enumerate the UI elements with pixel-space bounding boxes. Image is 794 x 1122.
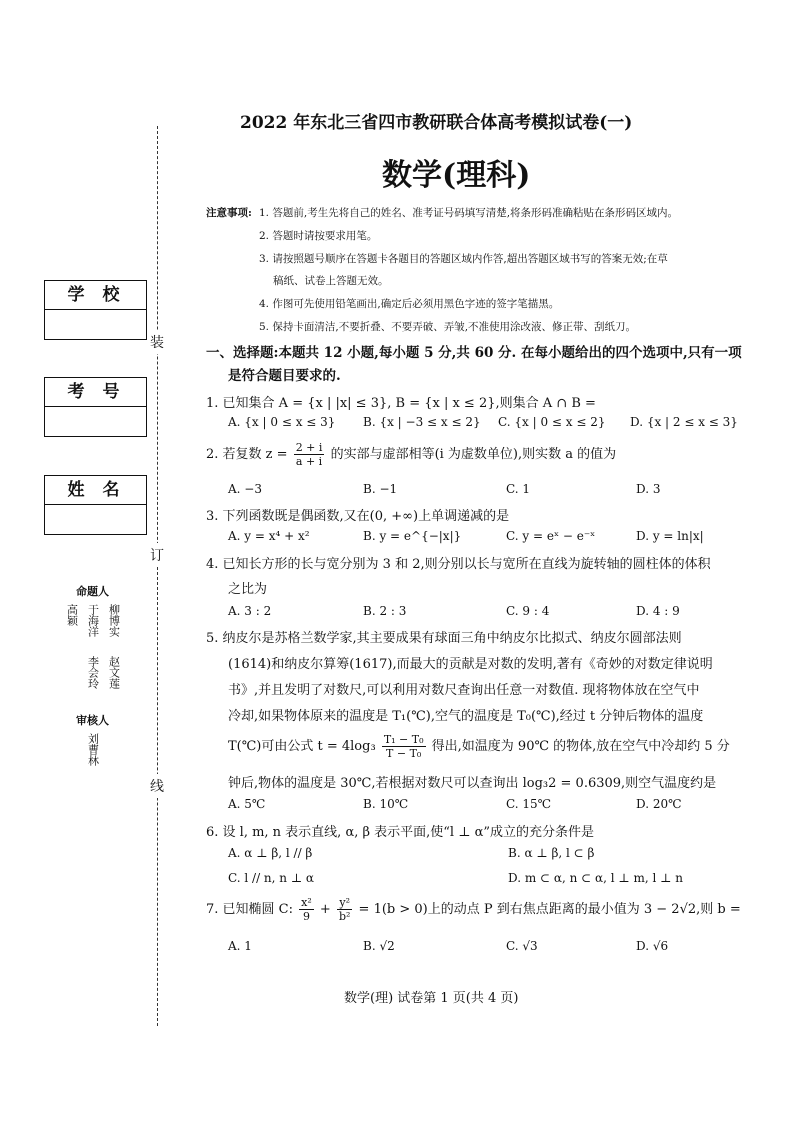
option-b: B. 2 : 3: [363, 604, 407, 618]
q7-numerator: x²: [301, 896, 312, 909]
question-7: [206, 896, 741, 923]
q5-denominator: T − T₀: [386, 747, 422, 760]
option-c: C. √3: [506, 939, 538, 953]
q7-text-pre: 7. 已知椭圆 C:: [206, 902, 293, 917]
notes-label: 注意事项:: [206, 207, 252, 219]
q7-denominator: 9: [302, 910, 310, 923]
option-a: A. y = x⁴ + x²: [228, 529, 310, 543]
option-c: C. l // n, n ⊥ α: [228, 871, 315, 885]
option-b: B. y = e^{−|x|}: [363, 529, 462, 543]
binding-dashed-line: [157, 126, 158, 1026]
name-box: [44, 475, 147, 535]
option-d: D. m ⊂ α, n ⊂ α, l ⊥ m, l ⊥ n: [508, 871, 684, 885]
option-c: C. y = eˣ − e⁻ˣ: [506, 529, 596, 543]
option-a: A. −3: [228, 482, 262, 496]
reviewer-label: 审核人: [76, 714, 109, 727]
exam-number-label: 考号: [45, 378, 146, 407]
note-item: 3. 请按照题号顺序在答题卡各题目的答题区域内作答,超出答题区域书写的答案无效;在草: [259, 253, 668, 265]
question-5-formula-line: [228, 733, 730, 760]
section-heading: 是符合题目要求的.: [228, 368, 341, 384]
school-field[interactable]: [45, 310, 146, 339]
name-field[interactable]: [45, 505, 146, 534]
proposer-name: 赵文莲: [107, 656, 121, 689]
question-6: 6. 设 l, m, n 表示直线, α, β 表示平面,使“l ⊥ α”成立的充分条件是: [206, 825, 594, 840]
note-item: 稿纸、试卷上答题无效。: [273, 275, 389, 287]
note-item: 1. 答题前,考生先将自己的姓名、准考证号码填写清楚,将条形码准确粘贴在条形码区域内。: [259, 207, 679, 219]
note-item: 5. 保持卡面清洁,不要折叠、不要弄破、弄皱,不准使用涂改液、修正带、刮纸刀。: [259, 321, 637, 333]
binding-char-ding: 订: [150, 543, 164, 567]
exam-title: 2022 年东北三省四市教研联合体高考模拟试卷(一): [240, 113, 633, 133]
option-b: B. 10℃: [363, 797, 409, 811]
option-a: A. 5℃: [228, 797, 266, 811]
option-d: D. 20℃: [636, 797, 682, 811]
note-item: 4. 作图可先使用铅笔画出,确定后必须用黑色字迹的签字笔描黑。: [259, 298, 560, 310]
q2-fraction: [294, 441, 325, 468]
name-label: 姓名: [45, 476, 146, 505]
q7-fraction-x: [299, 896, 314, 923]
option-d: D. √6: [636, 939, 669, 953]
q7-fraction-y: [337, 896, 352, 923]
exam-number-field[interactable]: [45, 407, 146, 436]
option-a: A. 1: [228, 939, 252, 953]
question-4-cont: 之比为: [228, 582, 268, 597]
q7-numerator: y²: [337, 896, 352, 910]
q2-numerator: 2 + i: [295, 441, 323, 454]
q2-denominator: a + i: [295, 455, 323, 468]
question-4: 4. 已知长方形的长与宽分别为 3 和 2,则分别以长与宽所在直线为旋转轴的圆柱体的体积: [206, 557, 711, 572]
section-heading: 一、选择题:本题共 12 小题,每小题 5 分,共 60 分. 在每小题给出的四个选项中,只有一项: [206, 345, 742, 361]
q7-plus: +: [319, 902, 331, 917]
question-5-cont: 钟后,物体的温度是 30℃,若根据对数尺可以查询出 log₃2 = 0.6309,则空气温度约是: [228, 776, 717, 791]
proposer-name: 高颖: [65, 604, 79, 626]
reviewer-name: 刘曹林: [86, 733, 100, 766]
question-2: [206, 441, 616, 468]
page-footer: 数学(理) 试卷第 1 页(共 4 页): [344, 991, 519, 1006]
option-a: A. α ⊥ β, l // β: [228, 846, 313, 860]
school-box: [44, 280, 147, 340]
option-d: D. 4 : 9: [636, 604, 680, 618]
option-c: C. 1: [506, 482, 531, 496]
q2-text-post: 的实部与虚部相等(i 为虚数单位),则实数 a 的值为: [330, 447, 617, 462]
option-d: D. 3: [636, 482, 661, 496]
q5-formula-post: 得出,如温度为 90℃ 的物体,放在空气中冷却约 5 分: [431, 739, 730, 754]
q2-text-pre: 2. 若复数 z =: [206, 447, 288, 462]
option-c: C. 9 : 4: [506, 604, 550, 618]
school-label: 学校: [45, 281, 146, 310]
binding-char-zhuang: 装: [150, 330, 164, 354]
option-d: D. {x | 2 ≤ x ≤ 3}: [630, 415, 738, 429]
question-1: 1. 已知集合 A = {x | |x| ≤ 3}, B = {x | x ≤ 2},则集合 A ∩ B =: [206, 396, 596, 411]
question-5-cont: (1614)和纳皮尔算筹(1617),而最大的贡献是对数的发明,著有《奇妙的对数定律说明: [228, 657, 713, 672]
option-c: C. {x | 0 ≤ x ≤ 2}: [498, 415, 606, 429]
proposer-label: 命题人: [76, 585, 109, 598]
question-3: 3. 下列函数既是偶函数,又在(0, +∞)上单调递减的是: [206, 509, 510, 524]
option-d: D. y = ln|x|: [636, 529, 704, 543]
option-c: C. 15℃: [506, 797, 552, 811]
option-b: B. α ⊥ β, l ⊂ β: [508, 846, 595, 860]
q5-fraction: [382, 733, 426, 760]
option-b: B. √2: [363, 939, 395, 953]
proposer-name: 柳博实: [107, 604, 121, 637]
binding-char-xian: 线: [150, 774, 164, 798]
exam-subtitle: 数学(理科): [382, 158, 531, 193]
q5-numerator: T₁ − T₀: [383, 733, 424, 746]
proposer-name: 于海洋: [86, 604, 100, 637]
q5-formula-pre: T(℃)可由公式 t = 4log₃: [228, 739, 376, 754]
option-b: B. −1: [363, 482, 398, 496]
note-item: 2. 答题时请按要求用笔。: [259, 230, 378, 242]
q7-text-post: = 1(b > 0)上的动点 P 到右焦点距离的最小值为 3 − 2√2,则 b =: [358, 902, 741, 917]
proposer-name: 李会玲: [86, 656, 100, 689]
option-a: A. 3 : 2: [228, 604, 272, 618]
question-5-cont: 冷却,如果物体原来的温度是 T₁(℃),空气的温度是 T₀(℃),经过 t 分钟后物体的温度: [228, 709, 704, 724]
option-a: A. {x | 0 ≤ x ≤ 3}: [228, 415, 336, 429]
question-5: 5. 纳皮尔是苏格兰数学家,其主要成果有球面三角中纳皮尔比拟式、纳皮尔圆部法则: [206, 631, 682, 646]
exam-number-box: [44, 377, 147, 437]
option-b: B. {x | −3 ≤ x ≤ 2}: [363, 415, 481, 429]
q7-denominator: b²: [338, 910, 351, 923]
question-5-cont: 书》,并且发明了对数尺,可以利用对数尺查询出任意一对数值. 现将物体放在空气中: [228, 683, 700, 698]
